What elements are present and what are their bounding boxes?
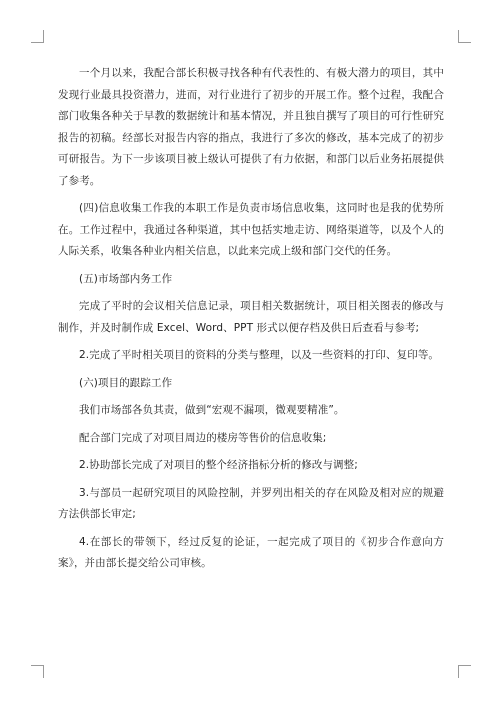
crop-mark-top-left [31,30,44,43]
crop-mark-top-right [458,30,471,43]
crop-mark-bottom-left [31,665,44,678]
paragraph-project-research: 一个月以来，我配合部长积极寻找各种有代表性的、有极大潜力的项目，其中发现行业最具投资潜力，进而，对行业进行了初步的开展工作。整个过程，我配合部门收集各种关于早教的数据统计和基本情况，并且独自撰写了项目的可行性研究报告的初稿。经部长对报告内容的指点，我进行了多次的修改，基本完成了的初步可研报告。为下一步该项目被上级认可提供了有力依据，和部门以后业务拓展提供了参考。 [58,67,444,187]
paragraph-price-collection: 配合部门完成了对项目周边的楼房等售价的信息收集; [79,431,327,444]
paragraph-economic-analysis: 2.协助部长完成了对项目的整个经济指标分析的修改与调整; [79,459,358,471]
document-body [58,63,444,581]
paragraph-meeting-records: 完成了平时的会议相关信息记录，项目相关数据统计，项目相关图表的修改与制作，并及时制作成 Excel、Word、PPT 形式以便存档及供日后查看与参考; [58,300,444,334]
paragraph-info-collection: (四)信息收集工作我的本职工作是负责市场信息收集，这同时也是我的优势所在。工作过程中，我通过各种渠道，其中包括实地走访、网络渠道等，以及个人的人际关系，收集各种业内相关信息，以此来完成上级和部门交代的任务。 [58,202,444,257]
paragraph-cooperation-plan: 4.在部长的带领下，经过反复的论证，一起完成了项目的《初步合作意向方案》，并由部长提交给公司审核。 [58,535,444,569]
section-heading-internal-affairs: (五)市场部内务工作 [79,272,173,285]
paragraph-document-sorting: 2.完成了平时相关项目的资料的分类与整理，以及一些资料的打印、复印等。 [79,349,440,361]
crop-mark-bottom-right [458,665,471,678]
paragraph-risk-control: 3.与部员一起研究项目的风险控制，并罗列出相关的存在风险及相对应的规避方法供部长审定; [58,486,444,520]
paragraph-responsibilities: 我们市场部各负其责，做到“宏观不漏项，微观要精准”。 [79,404,345,416]
section-heading-project-tracking: (六)项目的跟踪工作 [79,376,173,389]
